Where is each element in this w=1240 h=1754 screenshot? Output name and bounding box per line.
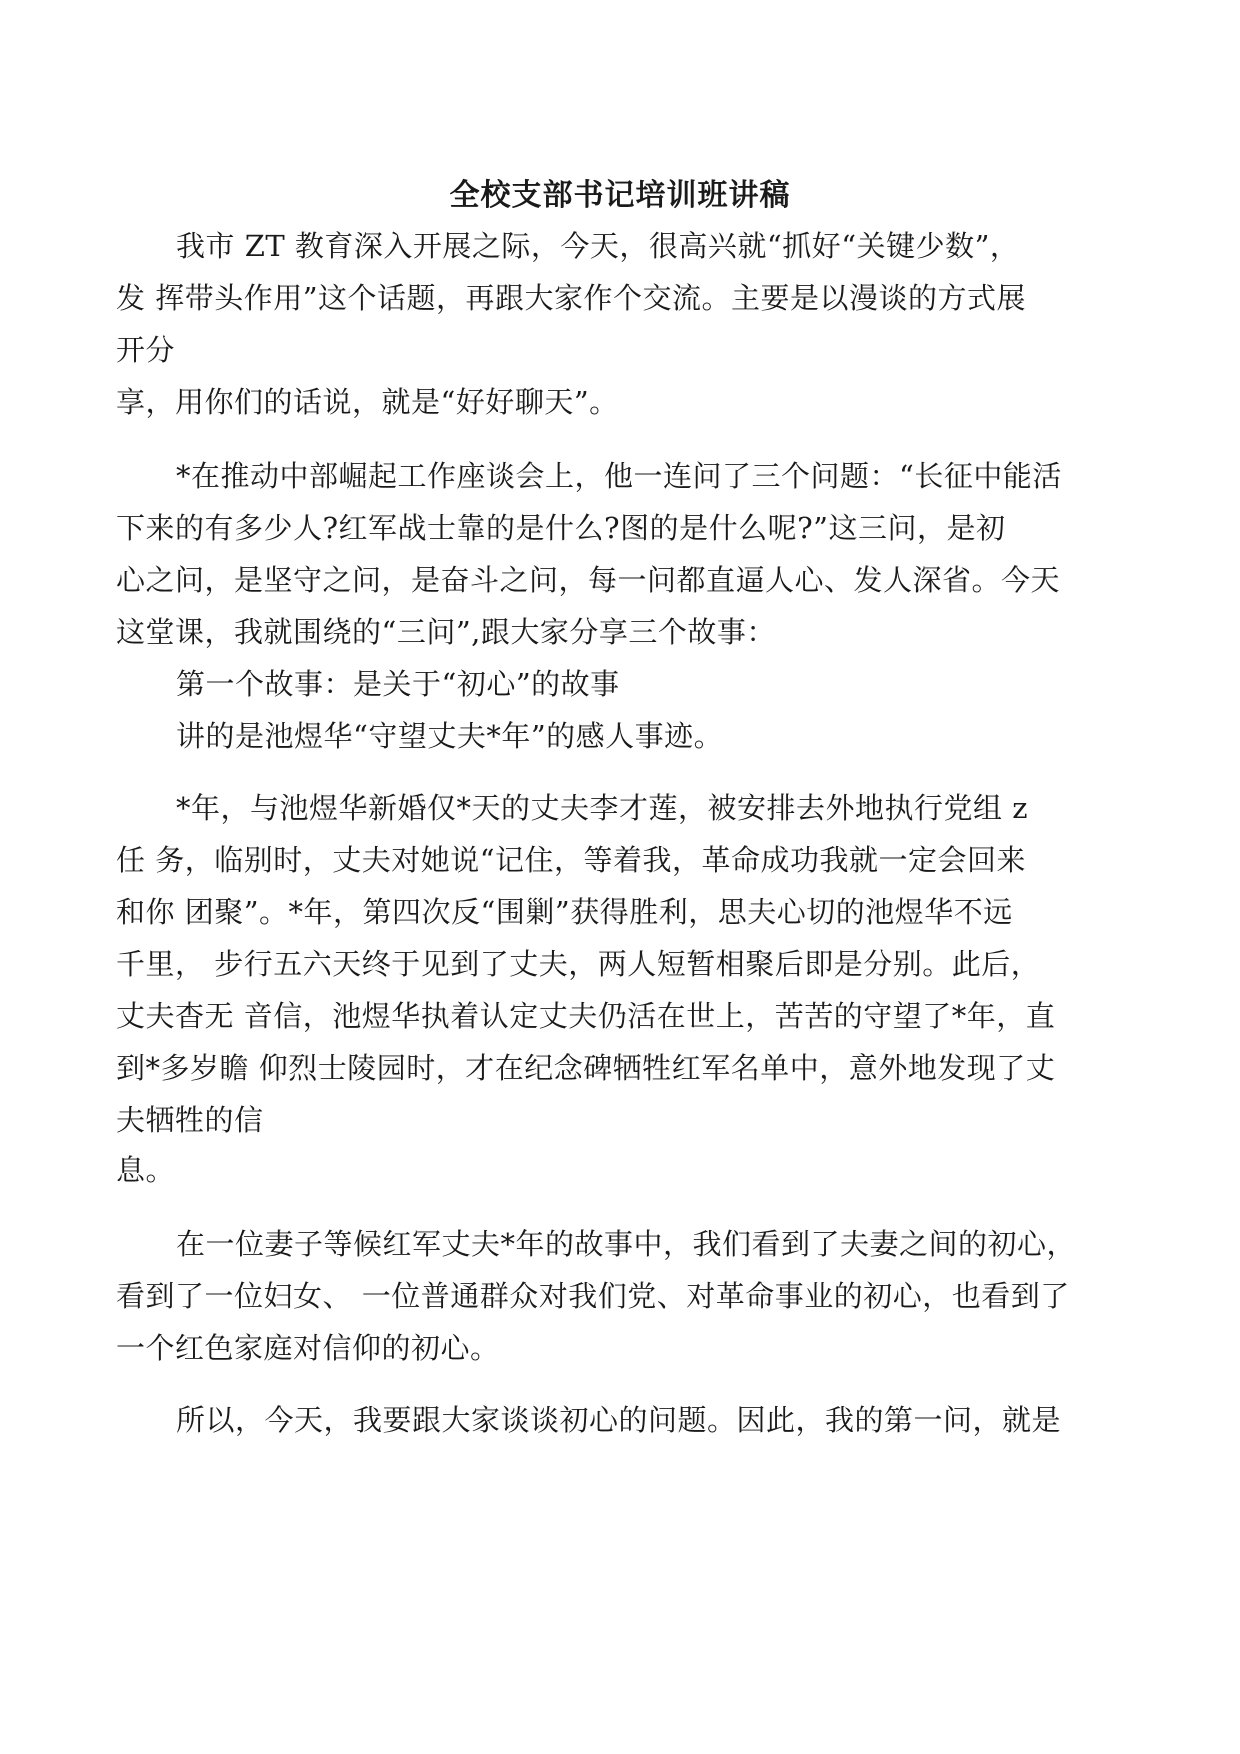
text-line: *在推动中部崛起工作座谈会上，他一连问了三个问题：“长征中能活 <box>176 459 1062 493</box>
document-title: 全校支部书记培训班讲稿 <box>449 178 791 213</box>
text-line: *年，与池煜华新婚仅*天的丈夫李才莲，被安排去外地执行党组 z <box>176 791 1028 825</box>
section-heading: 第一个故事：是关于“初心”的故事 <box>176 667 620 701</box>
text-line: 到*多岁瞻 仰烈士陵园时，才在纪念碑牺牲红军名单中，意外地发现了丈 <box>116 1051 1056 1085</box>
text-line: 任 务，临别时，丈夫对她说“记住，等着我，革命成功我就一定会回来 <box>116 843 1027 877</box>
text-line: 下来的有多少人?红军战士靠的是什么?图的是什么呢?”这三问，是初 <box>116 511 1006 545</box>
text-line: 看到了一位妇女、 一位普通群众对我们党、对革命事业的初心，也看到了 <box>116 1279 1070 1313</box>
text-line: 享，用你们的话说，就是“好好聊天”。 <box>116 385 619 419</box>
text-line: 所以，今天，我要跟大家谈谈初心的问题。因此，我的第一问，就是 <box>176 1403 1062 1437</box>
text-line: 一个红色家庭对信仰的初心。 <box>116 1331 500 1365</box>
text-line: 千里， 步行五六天终于见到了丈夫，两人短暂相聚后即是分别。此后， <box>116 947 1041 981</box>
text-line: 夫牺牲的信 <box>116 1103 264 1137</box>
text-line: 讲的是池煜华“守望丈夫*年”的感人事迹。 <box>176 719 724 753</box>
text-line: 在一位妻子等候红军丈夫*年的故事中，我们看到了夫妻之间的初心， <box>176 1227 1077 1261</box>
text-line: 丈夫杳无 音信，池煜华执着认定丈夫仍活在世上，苦苦的守望了*年，直 <box>116 999 1056 1033</box>
text-line: 心之问，是坚守之问，是奋斗之问，每一问都直逼人心、发人深省。今天 <box>116 563 1061 597</box>
text-line: 我市 ZT 教育深入开展之际，今天，很高兴就“抓好“关键少数”， <box>176 229 1020 263</box>
text-line: 和你 团聚”。*年，第四次反“围剿”获得胜利，思夫心切的池煜华不远 <box>116 895 1013 929</box>
text-line: 开分 <box>116 333 176 367</box>
text-line: 息。 <box>116 1153 176 1187</box>
text-line: 这堂课，我就围绕的“三问”,跟大家分享三个故事： <box>116 615 776 649</box>
text-line: 发 挥带头作用”这个话题，再跟大家作个交流。主要是以漫谈的方式展 <box>116 281 1027 315</box>
